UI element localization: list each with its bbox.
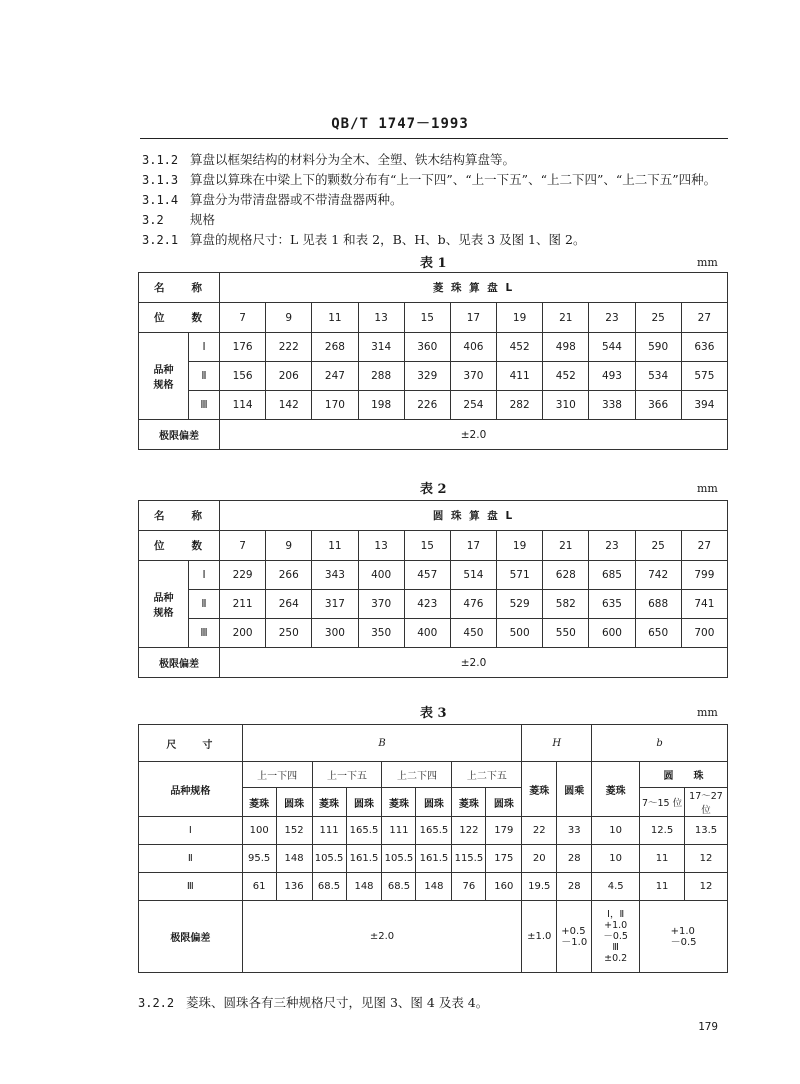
table-cell: 27 xyxy=(681,303,727,333)
table-cell: 111 xyxy=(312,817,346,845)
table-cell: 254 xyxy=(450,391,496,420)
table-row xyxy=(139,817,728,845)
table-cell: 19.5 xyxy=(522,873,557,901)
table-cell: 250 xyxy=(266,619,312,648)
table2-tol-label: 极限偏差 xyxy=(139,648,220,678)
table3 xyxy=(138,724,728,973)
table-cell: 406 xyxy=(450,333,496,362)
table3-tol-label: 极限偏差 xyxy=(139,901,243,973)
clause-text: 算盘的规格尺寸：L 见表 1 和表 2，B、H、b、见表 3 及图 1、图 2。 xyxy=(190,232,586,247)
table-cell: 628 xyxy=(543,561,589,590)
table-cell: 635 xyxy=(589,590,635,619)
table-cell: 742 xyxy=(635,561,681,590)
table-cell: 300 xyxy=(312,619,358,648)
table-cell: 11 xyxy=(640,873,685,901)
table-row xyxy=(139,845,728,873)
table3-col-b: b xyxy=(592,725,728,762)
standard-header: QB/T 1747－1993 xyxy=(331,116,469,132)
table3-caption: 表 3 xyxy=(420,706,447,721)
table3-subhead-yuan: 圆珠 xyxy=(486,788,522,817)
table-cell: 700 xyxy=(681,619,727,648)
table-cell: 76 xyxy=(452,873,486,901)
table-cell: 122 xyxy=(452,817,486,845)
row-label: Ⅱ xyxy=(139,845,243,873)
paragraph-3-1-2 xyxy=(142,150,515,168)
table-cell: 636 xyxy=(681,333,727,362)
table-cell: 493 xyxy=(589,362,635,391)
table-cell: 571 xyxy=(497,561,543,590)
paragraph-3-2-1 xyxy=(142,230,585,248)
table3-col-H: H xyxy=(522,725,592,762)
table-cell: 688 xyxy=(635,590,681,619)
table-row xyxy=(139,333,728,362)
paragraph-3-1-3 xyxy=(142,170,716,188)
table-cell: 176 xyxy=(220,333,266,362)
table-cell: 329 xyxy=(404,362,450,391)
table-cell: 161.5 xyxy=(346,845,382,873)
table-cell: 500 xyxy=(497,619,543,648)
table3-subhead-ling: 菱珠 xyxy=(382,788,416,817)
table-cell: 411 xyxy=(497,362,543,391)
table3-size-label: 尺 寸 xyxy=(139,725,243,762)
table-cell: 136 xyxy=(276,873,312,901)
table-cell: 156 xyxy=(220,362,266,391)
table-cell: 23 xyxy=(589,303,635,333)
table-cell: 12 xyxy=(685,873,728,901)
header-rule xyxy=(140,138,728,139)
table-cell: 529 xyxy=(497,590,543,619)
table3-group-1: 上一下四 xyxy=(242,762,312,788)
table1-caption: 表 1 xyxy=(420,256,447,271)
table-cell: 366 xyxy=(635,391,681,420)
table2-name-value: 圆 珠 算 盘 L xyxy=(220,501,728,531)
table-cell: 160 xyxy=(486,873,522,901)
table3-group-4: 上二下五 xyxy=(452,762,522,788)
table3-subhead-yuan: 圆珠 xyxy=(416,788,452,817)
table-row xyxy=(139,590,728,619)
table3-group-2: 上一下五 xyxy=(312,762,382,788)
table3-subhead-yuan: 圆珠 xyxy=(346,788,382,817)
table-cell: 200 xyxy=(220,619,266,648)
table3-subhead-ling: 菱珠 xyxy=(312,788,346,817)
paragraph-3-1-4 xyxy=(142,190,403,208)
table-cell: 27 xyxy=(681,531,727,561)
table-cell: 268 xyxy=(312,333,358,362)
table2-digits-row xyxy=(139,531,728,561)
clause-text: 算盘分为带清盘器或不带清盘器两种。 xyxy=(190,192,403,207)
table-cell: 11 xyxy=(312,303,358,333)
table-cell: 17 xyxy=(450,531,496,561)
table-cell: 23 xyxy=(589,531,635,561)
table2-tolerance-row xyxy=(139,648,728,678)
table-cell: 28 xyxy=(557,873,592,901)
clause-number: 3.1.4 xyxy=(142,193,179,207)
table-cell: 544 xyxy=(589,333,635,362)
table3-col-B: B xyxy=(242,725,522,762)
table-cell: 600 xyxy=(589,619,635,648)
table-cell: 10 xyxy=(592,845,640,873)
table-cell: 310 xyxy=(543,391,589,420)
table-cell: 222 xyxy=(266,333,312,362)
table-cell: 95.5 xyxy=(242,845,276,873)
table-cell: 13 xyxy=(358,531,404,561)
table-cell: 165.5 xyxy=(416,817,452,845)
table-cell: 12 xyxy=(685,845,728,873)
table-cell: 21 xyxy=(543,531,589,561)
table-cell: 100 xyxy=(242,817,276,845)
table-cell: 514 xyxy=(450,561,496,590)
table1-tolerance-row xyxy=(139,420,728,450)
table-cell: 68.5 xyxy=(312,873,346,901)
clause-number: 3.1.2 xyxy=(142,153,179,167)
table-cell: 264 xyxy=(266,590,312,619)
table-cell: 15 xyxy=(404,531,450,561)
table-cell: 206 xyxy=(266,362,312,391)
table3-unit: mm xyxy=(697,706,718,719)
table2-tol-value: ±2.0 xyxy=(220,648,728,678)
table3-subhead-ling: 菱珠 xyxy=(242,788,276,817)
table-cell: 266 xyxy=(266,561,312,590)
table-cell: 175 xyxy=(486,845,522,873)
table3-tol-B: ±2.0 xyxy=(242,901,522,973)
row-label: Ⅱ xyxy=(189,590,220,619)
table-cell: 360 xyxy=(404,333,450,362)
table-cell: 20 xyxy=(522,845,557,873)
table3-tol-b-yuan: +1.0 －0.5 xyxy=(640,901,728,973)
table-cell: 198 xyxy=(358,391,404,420)
table-cell: 25 xyxy=(635,531,681,561)
table3-variety-label: 品种规格 xyxy=(139,762,243,817)
table3-group-3: 上二下四 xyxy=(382,762,452,788)
paragraph-3-2 xyxy=(142,210,215,228)
table1 xyxy=(138,272,728,450)
table-row xyxy=(139,619,728,648)
table-cell: 423 xyxy=(404,590,450,619)
table3-subhead-yuan: 圆珠 xyxy=(276,788,312,817)
row-label: Ⅲ xyxy=(189,619,220,648)
table-cell: 148 xyxy=(416,873,452,901)
table-cell: 799 xyxy=(681,561,727,590)
table2-unit: mm xyxy=(697,482,718,495)
table-cell: 11 xyxy=(640,845,685,873)
table-cell: 28 xyxy=(557,845,592,873)
table-row xyxy=(139,873,728,901)
table2-name-label: 名 称 xyxy=(139,501,220,531)
table-cell: 226 xyxy=(404,391,450,420)
table1-digits-label: 位 数 xyxy=(139,303,220,333)
clause-number: 3.2.2 xyxy=(138,996,175,1010)
table3-H-ling: 菱珠 xyxy=(522,762,557,817)
table-cell: 7 xyxy=(220,303,266,333)
table-cell: 68.5 xyxy=(382,873,416,901)
table-cell: 590 xyxy=(635,333,681,362)
table-cell: 338 xyxy=(589,391,635,420)
table-cell: 400 xyxy=(404,619,450,648)
table1-name-value: 菱 珠 算 盘 L xyxy=(220,273,728,303)
row-label: Ⅲ xyxy=(139,873,243,901)
table2-caption: 表 2 xyxy=(420,482,447,497)
row-label: Ⅰ xyxy=(189,333,220,362)
clause-text: 算盘以算珠在中梁上下的颗数分布有“上一下四”、“上一下五”、“上二下四”、“上二下五”四种。 xyxy=(190,172,717,187)
row-label: Ⅱ xyxy=(189,362,220,391)
table-cell: 4.5 xyxy=(592,873,640,901)
table-cell: 343 xyxy=(312,561,358,590)
table-cell: 452 xyxy=(543,362,589,391)
table-cell: 476 xyxy=(450,590,496,619)
table-cell: 13.5 xyxy=(685,817,728,845)
table-cell: 229 xyxy=(220,561,266,590)
clause-text: 算盘以框架结构的材料分为全木、全塑、铁木结构算盘等。 xyxy=(190,152,516,167)
clause-text: 菱珠、圆珠各有三种规格尺寸，见图 3、图 4 及表 4。 xyxy=(186,995,489,1010)
table-cell: 165.5 xyxy=(346,817,382,845)
row-label: Ⅰ xyxy=(139,817,243,845)
table-cell: 282 xyxy=(497,391,543,420)
table-cell: 400 xyxy=(358,561,404,590)
table-row xyxy=(139,391,728,420)
clause-text: 规格 xyxy=(190,212,216,227)
table-cell: 11 xyxy=(312,531,358,561)
table-cell: 370 xyxy=(358,590,404,619)
table1-name-label: 名 称 xyxy=(139,273,220,303)
table-row xyxy=(139,561,728,590)
table-cell: 142 xyxy=(266,391,312,420)
table3-b-yuan: 圆 珠 xyxy=(640,762,728,788)
table-cell: 7 xyxy=(220,531,266,561)
table2-digits-label: 位 数 xyxy=(139,531,220,561)
table-cell: 370 xyxy=(450,362,496,391)
table3-tol-H-yuan: +0.5 －1.0 xyxy=(557,901,592,973)
clause-number: 3.2 xyxy=(142,213,164,227)
table3-H-yuan: 圆乘 xyxy=(557,762,592,817)
clause-number: 3.2.1 xyxy=(142,233,179,247)
table-cell: 21 xyxy=(543,303,589,333)
table-cell: 457 xyxy=(404,561,450,590)
table-cell: 15 xyxy=(404,303,450,333)
table-cell: 317 xyxy=(312,590,358,619)
table-cell: 170 xyxy=(312,391,358,420)
row-label: Ⅰ xyxy=(189,561,220,590)
table-cell: 550 xyxy=(543,619,589,648)
table-cell: 247 xyxy=(312,362,358,391)
table-cell: 19 xyxy=(497,531,543,561)
table2 xyxy=(138,500,728,678)
page-number: 179 xyxy=(698,1020,718,1033)
table1-unit: mm xyxy=(697,256,718,269)
table-cell: 33 xyxy=(557,817,592,845)
table-cell: 9 xyxy=(266,303,312,333)
table-cell: 115.5 xyxy=(452,845,486,873)
clause-number: 3.1.3 xyxy=(142,173,179,187)
table1-tol-value: ±2.0 xyxy=(220,420,728,450)
table-cell: 211 xyxy=(220,590,266,619)
table-cell: 350 xyxy=(358,619,404,648)
table2-group-label: 品种 规格 xyxy=(139,561,189,648)
table3-tol-H-ling: ±1.0 xyxy=(522,901,557,973)
table-cell: 105.5 xyxy=(312,845,346,873)
table-cell: 9 xyxy=(266,531,312,561)
table1-digits-row xyxy=(139,303,728,333)
table3-range-1: 7～15 位 xyxy=(640,788,685,817)
table-cell: 13 xyxy=(358,303,404,333)
table-cell: 582 xyxy=(543,590,589,619)
table-cell: 111 xyxy=(382,817,416,845)
table-cell: 394 xyxy=(681,391,727,420)
table3-range-2: 17～27 位 xyxy=(685,788,728,817)
table-cell: 685 xyxy=(589,561,635,590)
table3-tol-b-ling: Ⅰ，Ⅱ +1.0 －0.5 Ⅲ ±0.2 xyxy=(592,901,640,973)
table-cell: 12.5 xyxy=(640,817,685,845)
table-cell: 152 xyxy=(276,817,312,845)
paragraph-3-2-2 xyxy=(138,993,488,1011)
table3-subhead-ling: 菱珠 xyxy=(452,788,486,817)
table1-tol-label: 极限偏差 xyxy=(139,420,220,450)
table-cell: 452 xyxy=(497,333,543,362)
table3-b-ling: 菱珠 xyxy=(592,762,640,817)
table-cell: 105.5 xyxy=(382,845,416,873)
table-cell: 450 xyxy=(450,619,496,648)
table-cell: 114 xyxy=(220,391,266,420)
table1-group-label: 品种 规格 xyxy=(139,333,189,420)
table-cell: 19 xyxy=(497,303,543,333)
table-cell: 314 xyxy=(358,333,404,362)
table-cell: 650 xyxy=(635,619,681,648)
table-cell: 25 xyxy=(635,303,681,333)
table-cell: 288 xyxy=(358,362,404,391)
table-cell: 22 xyxy=(522,817,557,845)
table-cell: 61 xyxy=(242,873,276,901)
table-cell: 161.5 xyxy=(416,845,452,873)
row-label: Ⅲ xyxy=(189,391,220,420)
table-cell: 498 xyxy=(543,333,589,362)
table-cell: 17 xyxy=(450,303,496,333)
table-cell: 10 xyxy=(592,817,640,845)
table-cell: 148 xyxy=(346,873,382,901)
table-cell: 534 xyxy=(635,362,681,391)
table-cell: 741 xyxy=(681,590,727,619)
table3-tolerance-row xyxy=(139,901,728,973)
table-cell: 179 xyxy=(486,817,522,845)
table-row xyxy=(139,362,728,391)
table-cell: 148 xyxy=(276,845,312,873)
table-cell: 575 xyxy=(681,362,727,391)
